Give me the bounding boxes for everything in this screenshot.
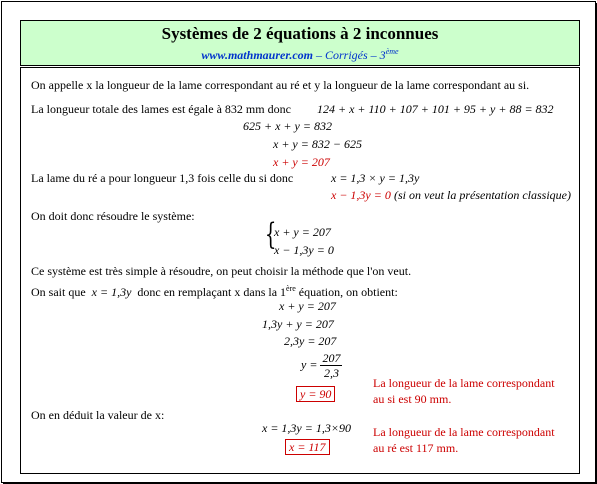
equation-sum-4: x + y = 207 [273,155,330,169]
result-y: y = 90 [296,387,335,401]
solution-content [20,67,580,474]
system-brace: { [264,217,277,252]
subtitle-rest: – Corrigés – 3 [313,48,386,62]
substitution-text: On sait que x = 1,3y donc en remplaçant x dans la 1ère équation, on obtient: [31,284,398,299]
step-3: 2,3y = 207 [284,334,337,348]
equation-re-2-note: (si on veut la présentation classique) [394,188,571,202]
equation-sum: 124 + x + 110 + 107 + 101 + 95 + y + 88 = 832 [317,102,554,116]
note-re-line-2: au ré est 117 mm. [373,441,459,455]
note-si-line-2: au si est 90 mm. [373,392,452,406]
system-intro-text: On doit donc résoudre le système: [31,209,195,223]
equation-re-1: x = 1,3 × y = 1,3y [331,171,420,185]
result-x: x = 117 [285,440,330,454]
intro-line: On appelle x la longueur de la lame correspondant au ré et y la longueur de la lame correspondant au si. [31,78,530,92]
deduce-x-text: On en déduit la valeur de x: [31,408,165,422]
equation-sum-2: 625 + x + y = 832 [243,119,332,133]
site-link[interactable]: www.mathmaurer.com [201,48,313,62]
equation-re-2: x − 1,3y = 0 [331,188,391,202]
substitution-eq: x = 1,3y [91,285,132,299]
step-1: x + y = 207 [279,299,336,313]
subtitle-sup: ème [385,47,399,56]
step-2: 1,3y + y = 207 [262,317,334,331]
total-length-text: La longueur totale des lames est égale à 832 mm donc [31,102,291,116]
system-eq-2: x − 1,3y = 0 [274,243,334,257]
method-text: Ce système est très simple à résoudre, on peut choisir la méthode que l'on veut. [31,264,412,278]
header-banner [20,20,580,66]
equation-sum-3: x + y = 832 − 625 [273,137,362,151]
note-re-line-1: La longueur de la lame correspondant [373,425,555,439]
page-frame [1,1,596,483]
note-si-line-1: La longueur de la lame correspondant [373,376,555,390]
page-title: Systèmes de 2 équations à 2 inconnues [161,24,439,43]
re-length-text: La lame du ré a pour longueur 1,3 fois celle du si donc [31,171,294,185]
step-4-fraction: y = $\frac{207}{2,3}$ [301,351,341,380]
page-subtitle [21,44,579,63]
x-equation: x = 1,3y = 1,3×90 [262,421,351,435]
system-eq-1: x + y = 207 [274,225,331,239]
